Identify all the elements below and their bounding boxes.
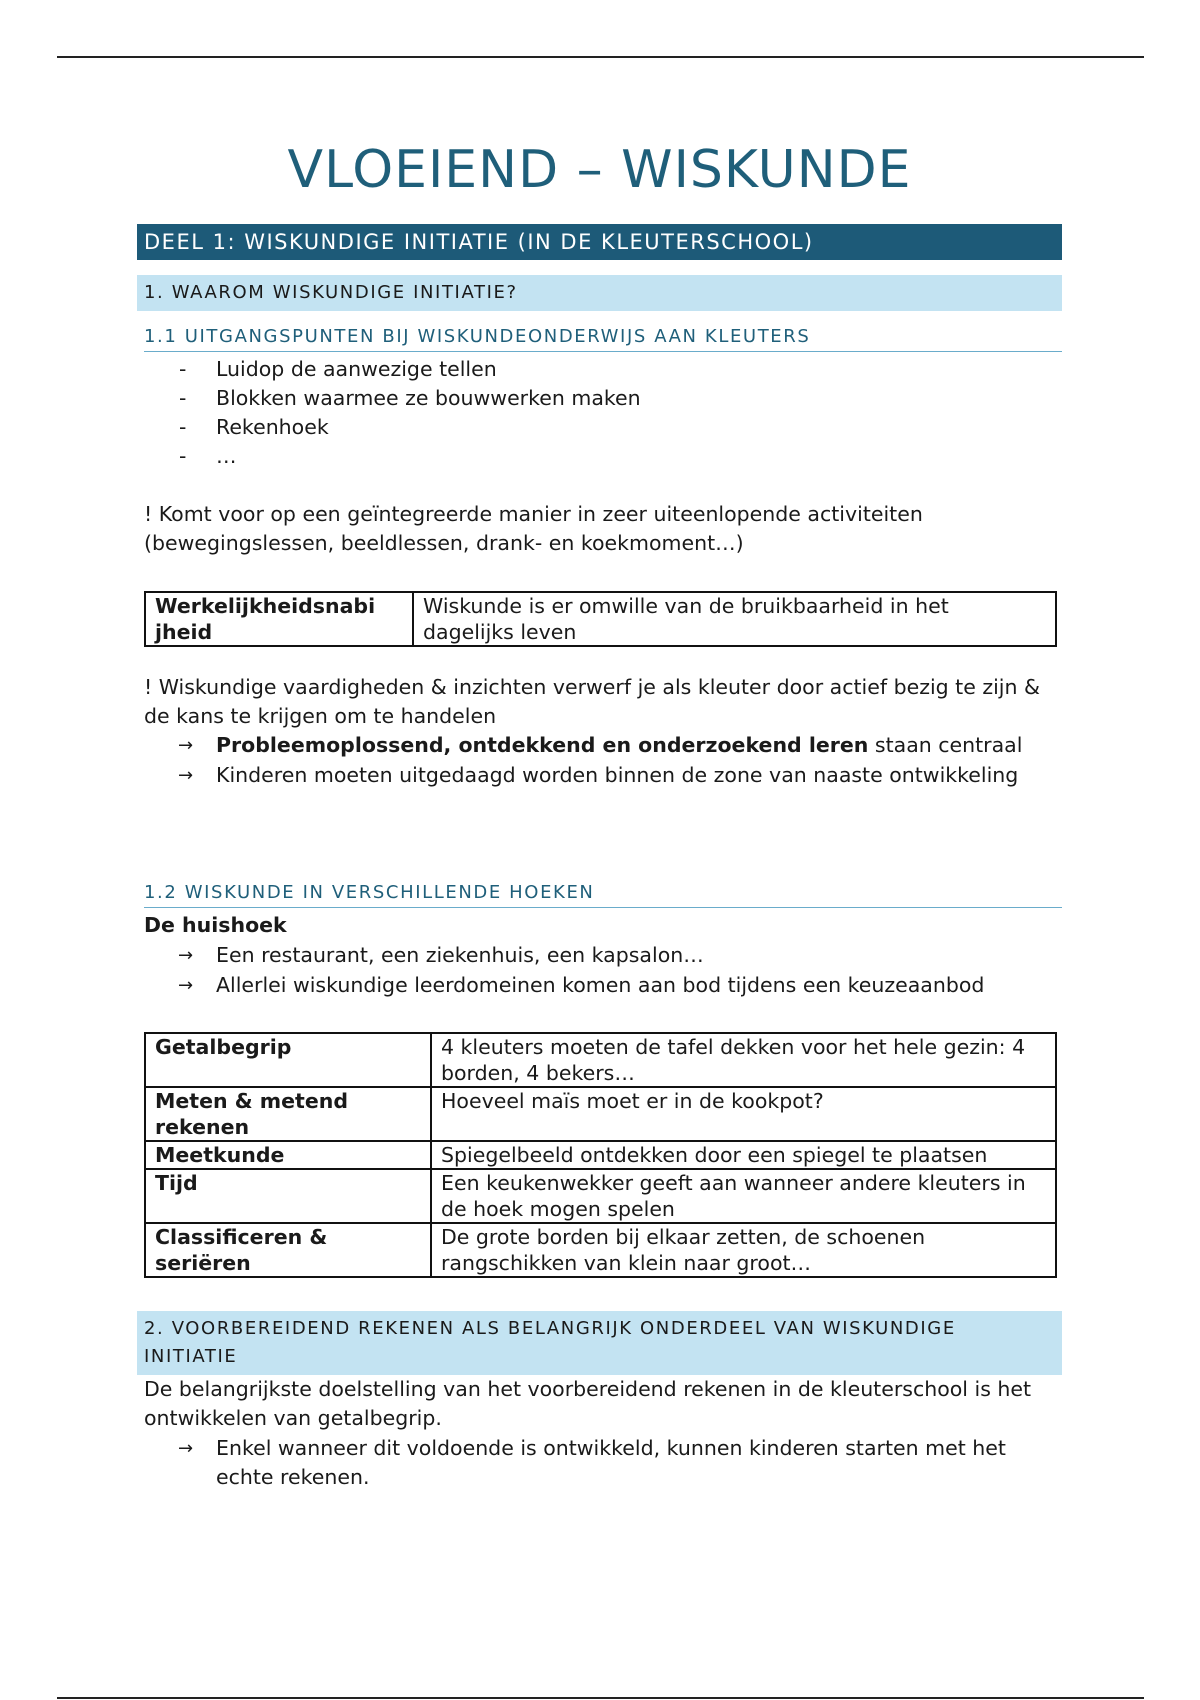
definition-text: Wiskunde is er omwille van de bruikbaarheid in het dagelijks leven xyxy=(413,592,1056,646)
skills-arrow-list xyxy=(178,731,1061,791)
list-item: → Allerlei wiskundige leerdomeinen komen aan bod tijdens een keuzeaanbod xyxy=(178,973,985,997)
note-skills: ! Wiskundige vaardigheden & inzichten verwerf je als kleuter door actief bezig te zijn & de kans te krijgen om te handelen xyxy=(144,675,1040,728)
subsection-1-1-heading: 1.1 UITGANGSPUNTEN BIJ WISKUNDEONDERWIJS AAN KLEUTERS xyxy=(144,324,1062,352)
table-row xyxy=(145,1169,1056,1223)
starting-points-list xyxy=(179,355,1056,471)
huishoek-title: De huishoek xyxy=(144,913,287,937)
table-text: 4 kleuters moeten de tafel dekken voor het hele gezin: 4 borden, 4 bekers… xyxy=(431,1033,1056,1087)
table-row xyxy=(145,1141,1056,1169)
list-item: → Enkel wanneer dit voldoende is ontwikkeld, kunnen kinderen starten met het echte rekenen. xyxy=(178,1436,1006,1489)
list-item: - Blokken waarmee ze bouwwerken maken xyxy=(179,386,641,410)
table-row xyxy=(145,1223,1056,1277)
part-heading: DEEL 1: WISKUNDIGE INITIATIE (IN DE KLEUTERSCHOOL) xyxy=(137,224,1062,260)
definition-table xyxy=(144,591,1057,647)
list-item: - Luidop de aanwezige tellen xyxy=(179,357,497,381)
table-text: Hoeveel maïs moet er in de kookpot? xyxy=(431,1087,1056,1141)
table-row xyxy=(145,1033,1056,1087)
table-term: Tijd xyxy=(145,1169,431,1223)
subsection-1-2-heading: 1.2 WISKUNDE IN VERSCHILLENDE HOEKEN xyxy=(144,880,1062,908)
table-text: Een keukenwekker geeft aan wanneer andere kleuters in de hoek mogen spelen xyxy=(431,1169,1056,1223)
table-text: De grote borden bij elkaar zetten, de schoenen rangschikken van klein naar groot… xyxy=(431,1223,1056,1277)
table-term: Meetkunde xyxy=(145,1141,431,1169)
note-integrated: ! Komt voor op een geïntegreerde manier in zeer uiteenlopende activiteiten (bewegingslessen, beeldlessen, drank- en koekmoment…) xyxy=(144,502,923,555)
table-row xyxy=(145,1087,1056,1141)
section-2-heading: 2. VOORBEREIDEND REKENEN ALS BELANGRIJK ONDERDEEL VAN WISKUNDIGE INITIATIE xyxy=(137,1311,1062,1375)
table-term: Meten & metend rekenen xyxy=(145,1087,431,1141)
section-2-text: De belangrijkste doelstelling van het voorbereidend rekenen in de kleuterschool is het ontwikkelen van getalbegrip. xyxy=(144,1377,1032,1430)
list-item: - Rekenhoek xyxy=(179,415,329,439)
list-item: → Een restaurant, een ziekenhuis, een kapsalon… xyxy=(178,943,704,967)
list-item: → Kinderen moeten uitgedaagd worden binnen de zone van naaste ontwikkeling xyxy=(178,763,1019,787)
section-2-arrow-list xyxy=(178,1434,1061,1493)
huishoek-arrow-list xyxy=(178,941,1061,1001)
footer-rule xyxy=(57,1697,1144,1699)
section-1-heading: 1. WAAROM WISKUNDIGE INITIATIE? xyxy=(137,275,1062,311)
list-item: - … xyxy=(179,444,237,468)
definition-term: Werkelijkheidsnabi jheid xyxy=(145,592,413,646)
domains-table xyxy=(144,1032,1057,1278)
table-row xyxy=(145,592,1056,646)
document-title: VLOEIEND – WISKUNDE xyxy=(287,140,912,200)
table-text: Spiegelbeeld ontdekken door een spiegel te plaatsen xyxy=(431,1141,1056,1169)
list-item: → Probleemoplossend, ontdekkend en onderzoekend leren staan centraal xyxy=(178,733,1023,757)
table-term: Classificeren & seriëren xyxy=(145,1223,431,1277)
table-term: Getalbegrip xyxy=(145,1033,431,1087)
header-rule xyxy=(57,56,1144,58)
